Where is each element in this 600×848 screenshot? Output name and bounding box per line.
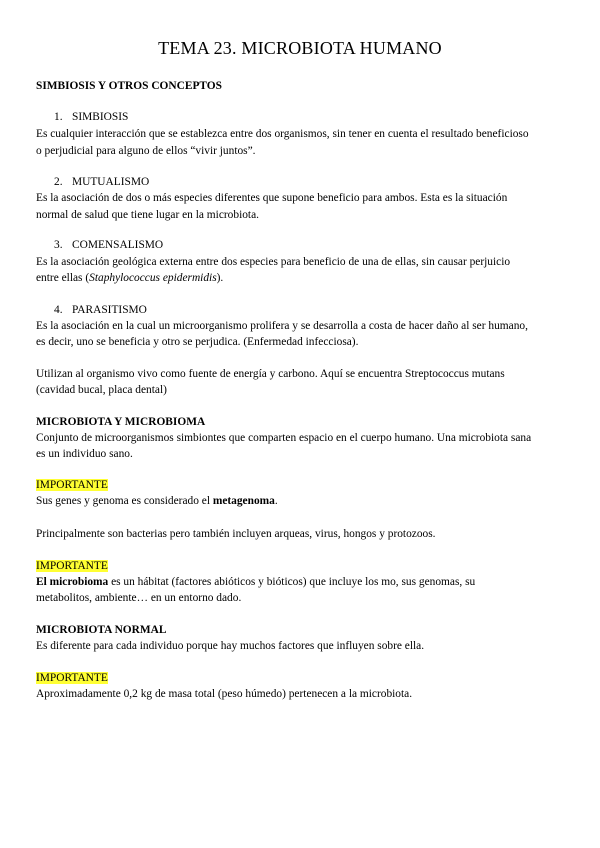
list-number: 3.	[54, 239, 63, 251]
paragraph-line: Conjunto de microorganismos simbiontes que comparten espacio en el cuerpo humano. Una microbiota sana	[36, 432, 532, 444]
list-label: SIMBIOSIS	[72, 111, 129, 123]
paragraph-line: Es la asociación geológica externa entre dos especies para beneficio de una de ellas, sin causar perjuicio	[36, 256, 511, 268]
paragraph-line: Es cualquier interacción que se establezca entre dos organismos, sin tener en cuenta el resultado beneficioso	[36, 128, 529, 140]
list-item-mutualismo	[54, 174, 149, 191]
important-label	[36, 670, 566, 687]
section-heading-microbioma: MICROBIOTA Y MICROBIOMA	[36, 416, 206, 428]
page-title: TEMA 23. MICROBIOTA HUMANO	[158, 38, 442, 58]
text-run: Sus genes y genoma es considerado el	[36, 495, 213, 507]
paragraph-line: Es la asociación de dos o más especies diferentes que supone beneficio para ambos. Esta es la situación	[36, 192, 508, 204]
text-run: .	[274, 495, 278, 507]
paragraph-line: Aproximadamente 0,2 kg de masa total (peso húmedo) pertenecen a la microbiota.	[36, 688, 413, 700]
list-number: 1.	[54, 111, 63, 123]
bold-term: metagenoma	[212, 495, 275, 507]
paragraph-line	[36, 270, 566, 287]
paragraph-line: metabolitos, ambiente… en un entorno dado.	[36, 592, 242, 604]
paragraph-line: Principalmente son bacterias pero también incluyen arqueas, virus, hongos y protozoos.	[36, 528, 436, 540]
species-name: Staphylococcus epidermidis	[89, 272, 217, 284]
important-label	[36, 477, 566, 494]
bold-term: El microbioma	[36, 576, 109, 588]
paragraph-line: Es la asociación en la cual un microorganismo prolifera y se desarrolla a costa de hacer daño al ser humano,	[36, 320, 528, 332]
list-item-comensalismo	[54, 237, 163, 254]
paragraph-line	[36, 493, 566, 510]
list-label: COMENSALISMO	[72, 239, 164, 251]
section-heading-simbiosis: SIMBIOSIS Y OTROS CONCEPTOS	[36, 80, 222, 92]
highlight: IMPORTANTE	[36, 479, 108, 491]
paragraph-line: es decir, uno se beneficia y otro se perjudica. (Enfermedad infecciosa).	[36, 336, 359, 348]
highlight: IMPORTANTE	[36, 672, 108, 684]
important-label	[36, 558, 566, 575]
text-run: entre ellas (	[36, 272, 90, 284]
paragraph-line: normal de salud que tiene lugar en la microbiota.	[36, 209, 259, 221]
paragraph-line: es un individuo sano.	[36, 448, 133, 460]
paragraph-line	[36, 574, 566, 591]
list-number: 4.	[54, 304, 63, 316]
list-item-parasitismo	[54, 302, 147, 319]
list-label: MUTUALISMO	[72, 176, 150, 188]
paragraph-line: Utilizan al organismo vivo como fuente de energía y carbono. Aquí se encuentra Streptococcus mutans	[36, 368, 505, 380]
paragraph-line: o perjudicial para alguno de ellos “vivir juntos”.	[36, 145, 256, 157]
highlight: IMPORTANTE	[36, 560, 108, 572]
section-heading-normal: MICROBIOTA NORMAL	[36, 624, 167, 636]
list-label: PARASITISMO	[72, 304, 147, 316]
list-item-simbiosis	[54, 109, 128, 126]
text-run: es un hábitat (factores abióticos y bióticos) que incluye los mo, sus genomas, su	[108, 576, 476, 588]
paragraph-line: Es diferente para cada individuo porque hay muchos factores que influyen sobre ella.	[36, 640, 425, 652]
text-run: ).	[216, 272, 224, 284]
list-number: 2.	[54, 176, 63, 188]
paragraph-line: (cavidad bucal, placa dental)	[36, 384, 167, 396]
